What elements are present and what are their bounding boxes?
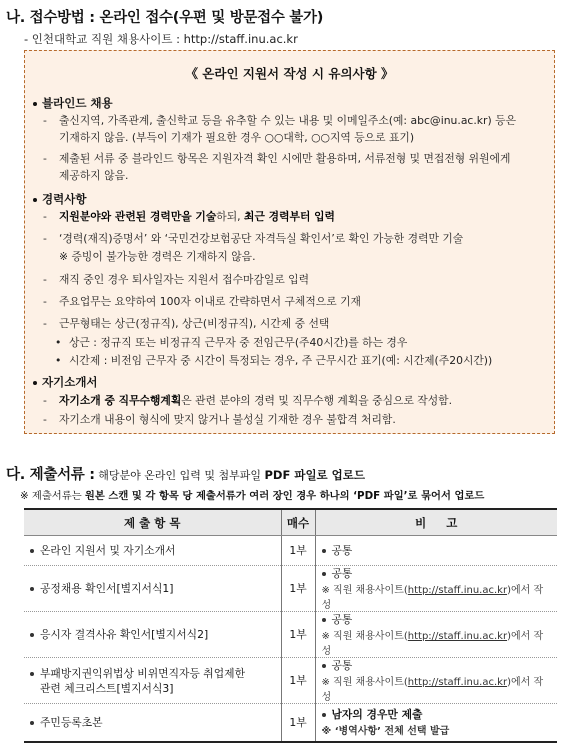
blind-heading: 블라인드 채용 [33, 95, 113, 111]
table-row [24, 536, 557, 566]
row-note: 공통 ※ 직원 채용사이트(http://staff.inu.ac.kr)에서 작성 [315, 566, 557, 612]
row-note: 공통 [315, 536, 557, 566]
header-item: 제 출 항 목 [24, 509, 281, 536]
row-count: 1부 [281, 536, 315, 566]
career-line-4: - 재직 중인 경우 퇴사일자는 지원서 접수마감일로 입력 [43, 273, 310, 286]
recruit-site-line: - 인천대학교 직원 채용사이트 : http://staff.inu.ac.kr [24, 32, 298, 46]
row-count: 1부 [281, 658, 315, 704]
staff-site-link[interactable]: http://staff.inu.ac.kr [407, 677, 508, 688]
row-item: 공정채용 확인서[별지서식1] [24, 566, 281, 612]
header-note: 비 고 [315, 509, 557, 536]
row-count: 1부 [281, 704, 315, 742]
row-note: 공통 ※ 직원 채용사이트(http://staff.inu.ac.kr)에서 작성 [315, 612, 557, 658]
staff-site-link[interactable]: http://staff.inu.ac.kr [407, 585, 508, 596]
table-row [24, 704, 557, 742]
header-count: 매수 [281, 509, 315, 536]
section-da-heading: 다. 제출서류 : 해당분야 온라인 입력 및 첨부파일 PDF 파일로 업로드 [6, 467, 365, 483]
table-row [24, 658, 557, 704]
row-count: 1부 [281, 612, 315, 658]
career-line-2: - ‘경력(재직)증명서’ 와 ‘국민건강보험공단 자격득실 확인서’로 확인 가능한 경력만 기술 [43, 232, 464, 245]
row-item: 응시자 결격사유 확인서[별지서식2] [24, 612, 281, 658]
intro-line-1: - 자기소개 중 직무수행계획은 관련 분야의 경력 및 직무수행 계획을 중심으로 작성함. [43, 394, 453, 407]
career-line-8: • 시간제 : 비전임 근무자 중 시간이 특정되는 경우, 주 근무시간 표기(예: 시간제(주20시간)) [55, 354, 493, 367]
submission-note: ※ 제출서류는 원본 스캔 및 각 항목 당 제출서류가 여러 장인 경우 하나의 ‘PDF 파일’로 묶어서 업로드 [20, 490, 485, 502]
row-note: 공통 ※ 직원 채용사이트(http://staff.inu.ac.kr)에서 작성 [315, 658, 557, 704]
row-count: 1부 [281, 566, 315, 612]
blind-line-3: - 제출된 서류 중 블라인드 항목은 지원자격 확인 시에만 활용하며, 서류전형 및 면접전형 위원에게 [43, 152, 511, 165]
career-heading: 경력사항 [33, 191, 86, 207]
table-row [24, 612, 557, 658]
table-header-row [24, 509, 557, 536]
career-line-1: - 지원분야와 관련된 경력만을 기술하되, 최근 경력부터 입력 [43, 210, 335, 223]
intro-line-2: - 자기소개 내용이 형식에 맞지 않거나 불성실 기재한 경우 불합격 처리함. [43, 413, 396, 426]
career-line-7: • 상근 : 정규직 또는 비정규직 근무자 중 전임근무(주40시간)를 하는 경우 [55, 336, 408, 349]
notice-title: 《 온라인 지원서 작성 시 유의사항 》 [185, 66, 394, 81]
career-line-5: - 주요업무는 요약하여 100자 이내로 간략하면서 구체적으로 기재 [43, 295, 361, 308]
career-line-6: - 근무형태는 상근(정규직), 상근(비정규직), 시간제 중 선택 [43, 317, 330, 330]
blind-line-2: 기재하지 않음. (부득이 기재가 필요한 경우 ○○대학, ○○지역 등으로 표기) [59, 131, 415, 144]
section-na-heading: 나. 접수방법 : 온라인 접수(우편 및 방문접수 불가) [6, 10, 324, 26]
intro-heading: 자기소개서 [33, 374, 98, 390]
notice-box [24, 50, 555, 434]
row-item: 주민등록초본 [24, 704, 281, 742]
documents-table [24, 508, 557, 743]
row-note: 남자의 경우만 제출 ※ ‘병역사항’ 전체 선택 발급 [315, 704, 557, 742]
bullet-icon [33, 381, 37, 385]
staff-site-link[interactable]: http://staff.inu.ac.kr [407, 631, 508, 642]
bullet-icon [33, 198, 37, 202]
table-row [24, 566, 557, 612]
blind-line-4: 제공하지 않음. [59, 169, 129, 182]
blind-line-1: - 출신지역, 가족관계, 출신학교 등을 유추할 수 있는 내용 및 이메일주소(예: abc@inu.ac.kr) 등은 [43, 114, 516, 127]
bullet-icon [33, 102, 37, 106]
career-line-3: ※ 증빙이 불가능한 경력은 기재하지 않음. [59, 250, 256, 263]
row-item: 온라인 지원서 및 자기소개서 [24, 536, 281, 566]
row-item: 부패방지권익위법상 비위면직자등 취업제한 관련 체크리스트[별지서식3] [24, 658, 281, 704]
